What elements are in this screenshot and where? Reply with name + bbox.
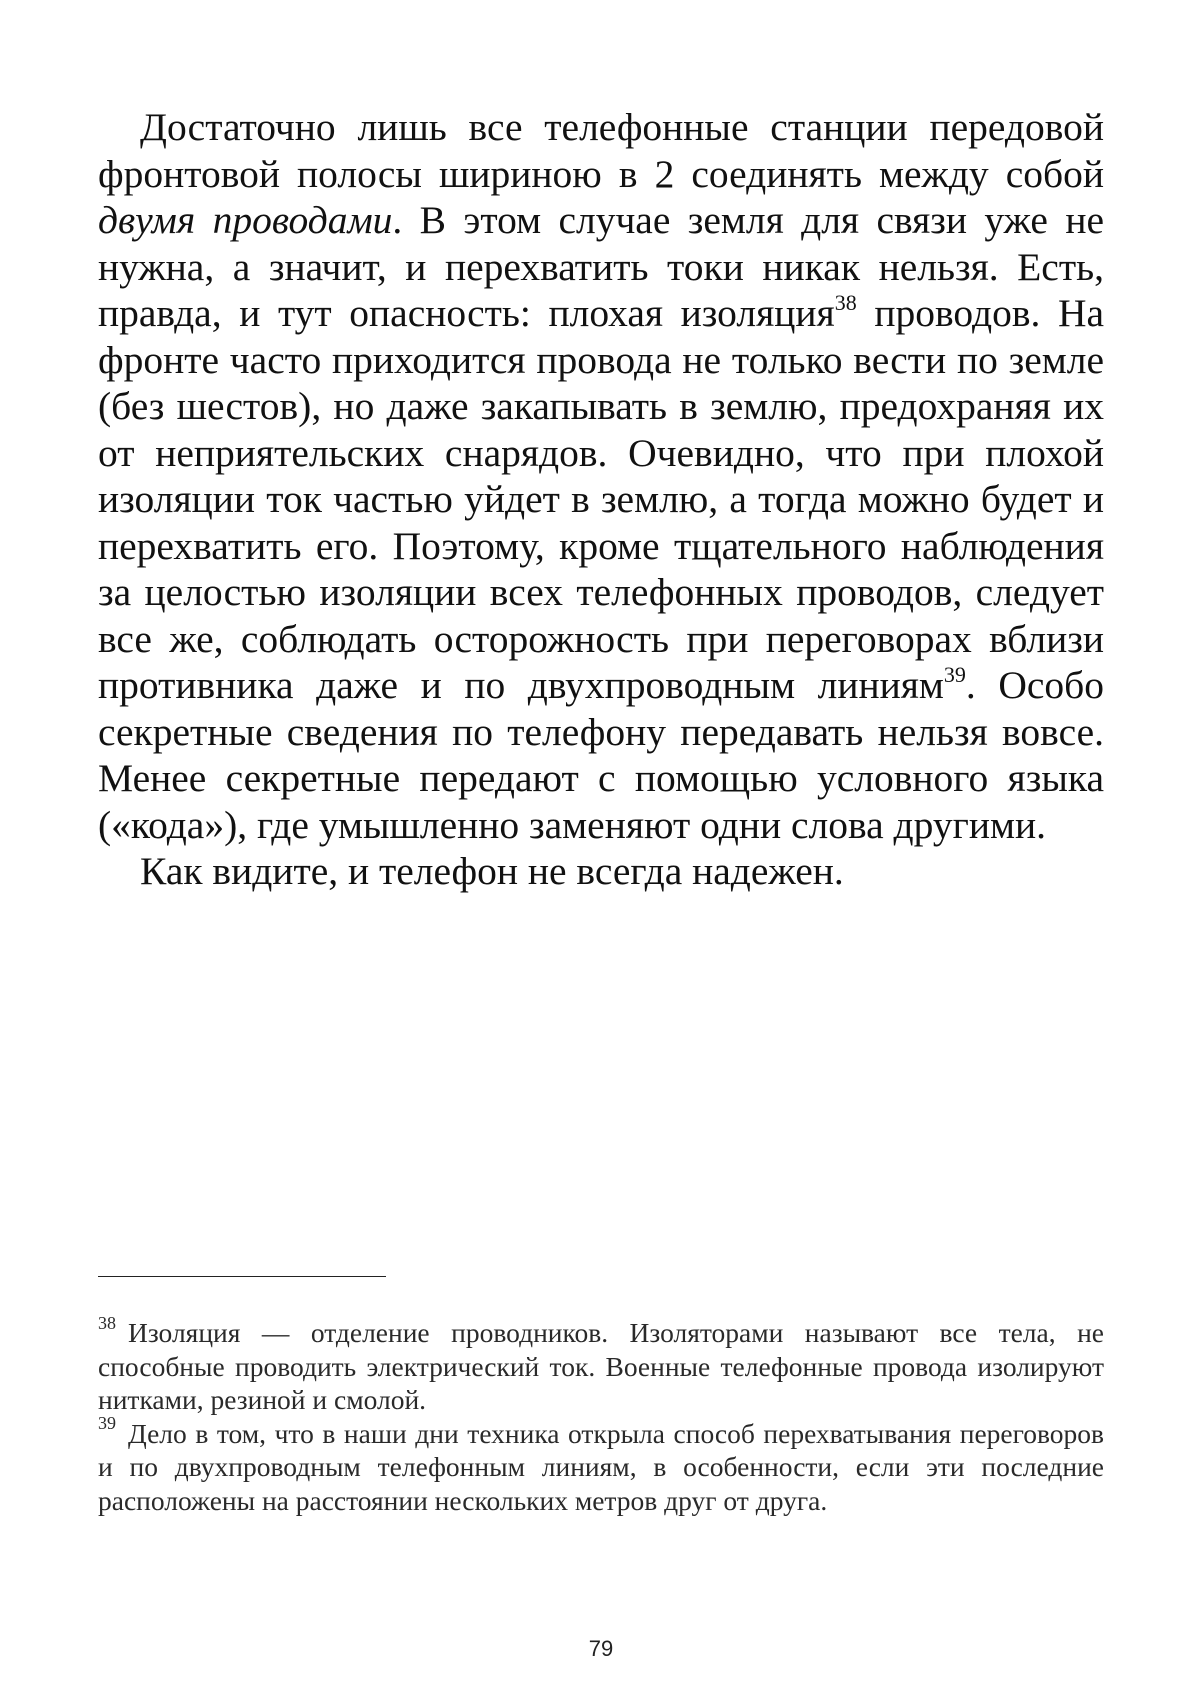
main-text [98, 104, 1104, 895]
footnote-separator [98, 1276, 386, 1277]
footnote-text: Изоляция — отделение проводников. Изоляторами называют все тела, не способные проводить электрический ток. Военные телефонные провода изолируют нитками, резиной и смолой. [98, 1317, 1104, 1415]
paragraph-1 [98, 104, 1104, 848]
paragraph-1-part-3: проводов. На фронте часто приходится провода не только вести по земле (без шестов), но даже закапывать в землю, предохраняя их от неприятельских снарядов. Очевидно, что при плохой изоляции ток частью уйдет в землю, а тогда можно будет и перехватить его. Поэтому, кроме тщательного наблюдения за целостью изоляции всех телефонных проводов, следует все же, соблюдать осторожность при переговорах вблизи противника даже и по двухпроводным линиям [98, 291, 1105, 707]
page-number: 79 [588, 1636, 614, 1661]
book-page [98, 104, 1104, 1664]
paragraph-1-part-1: Достаточно лишь все телефонные станции передовой фронтовой полосы шириною в 2 соединять между собой [98, 105, 1104, 196]
italic-phrase: двумя проводами [98, 198, 393, 242]
footnotes [98, 1312, 1104, 1517]
footnote-38 [98, 1312, 1104, 1417]
footnote-number: 38 [98, 1312, 116, 1333]
footnote-ref-38[interactable]: 38 [834, 289, 857, 315]
footnote-39 [98, 1413, 1104, 1518]
footnote-number: 39 [98, 1413, 116, 1434]
footnote-text: Дело в том, что в наши дни техника открыла способ перехватывания переговоров и по двухпроводным телефонным линиям, в особенности, если эти последние расположены на расстоянии нескольких метров друг от друга. [98, 1417, 1104, 1516]
paragraph-1-part-4: . Особо секретные сведения по телефону передавать нельзя вовсе. Менее секретные передают с помощью условного языка («кода»), где умышленно заменяют одни слова другими. [98, 663, 1105, 847]
paragraph-1-part-2: . В этом случае земля для связи уже не нужна, а значит, и перехватить токи никак нельзя. Есть, правда, и тут опасность: плохая изоляция [98, 198, 1104, 335]
footnote-ref-39[interactable]: 39 [943, 661, 966, 687]
paragraph-2: Как видите, и телефон не всегда надежен. [140, 849, 844, 893]
